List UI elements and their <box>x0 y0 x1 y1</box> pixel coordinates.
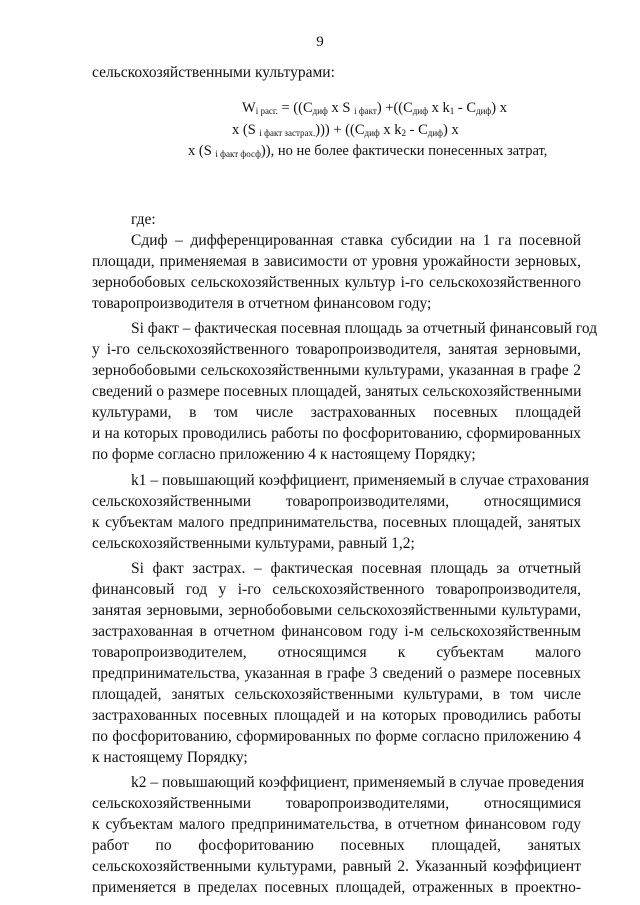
text-line: Si факт застрах. – фактическая посевная площадь за отчетный <box>131 560 581 577</box>
where-label: где: <box>131 211 156 228</box>
text-line: к настоящему Порядку; <box>92 749 248 766</box>
text-line: у i-го сельскохозяйственного товаропроизводителя, занятая зерновыми, <box>92 341 581 358</box>
text-line: культурами, в том числе застрахованных посевных площадей <box>92 404 581 421</box>
text-line: сельскохозяйственными культурами, равный 2. Указанный коэффициент <box>92 858 581 875</box>
text-line: работ по фосфоритованию посевных площадей, занятых <box>92 837 581 854</box>
text-line: по фосфоритованию, сформированных по форме согласно приложению 4 <box>92 728 581 745</box>
text-line: сельскохозяйственными культурами, равный 1,2; <box>92 535 415 552</box>
text-line: застрахованных посевных площадей и на которых проводились работы <box>92 707 581 724</box>
text-line: зернобобовыми сельскохозяйственными культурами, указанная в графе 2 <box>92 362 581 379</box>
page-number: 9 <box>316 34 324 50</box>
text-line: сведений о размере посевных площадей, занятых сельскохозяйственными <box>92 383 582 400</box>
text-line: зернобобовых сельскохозяйственных культур i-го сельскохозяйственного <box>92 274 581 291</box>
text-line: товаропроизводителя в отчетном финансовом году; <box>92 295 432 312</box>
text-line: Si факт – фактическая посевная площадь за отчетный финансовый год <box>131 320 598 337</box>
text-line: предпринимательства, указанная в графе 3 сведений о размере посевных <box>92 665 581 682</box>
text-line: занятая зерновыми, зернобобовыми сельскохозяйственными культурами, <box>92 602 581 619</box>
text-line: к субъектам малого предпринимательства, посевных площадей, занятых <box>92 514 581 531</box>
formula-line-2: х (S $_{i факт застрах.}))) + ((С_{диф}$ х $k_2 - С_{диф}$) х <box>232 122 459 138</box>
text-line: k2 – повышающий коэффициент, применяемый в случае проведения <box>131 774 585 791</box>
text-line: застрахованная в отчетном финансовом году i-м сельскохозяйственным <box>92 623 581 640</box>
text-line: применяется в пределах посевных площадей, отраженных в проектно- <box>92 879 581 896</box>
text-line: площади, применяемая в зависимости от уровня урожайности зерновых, <box>92 253 581 270</box>
text-line: по форме согласно приложению 4 к настоящему Порядку; <box>92 446 476 463</box>
intro-text: сельскохозяйственными культурами: <box>92 64 335 81</box>
text-line: сельскохозяйственными товаропроизводителями, относящимися <box>92 795 581 812</box>
text-line: к субъектам малого предпринимательства, в отчетном финансовом году <box>92 816 581 833</box>
text-line: финансовый год у i-го сельскохозяйственного товаропроизводителя, <box>92 581 581 598</box>
text-line: площадей, занятых сельскохозяйственными культурами, в том числе <box>92 686 581 703</box>
text-line: Сдиф – дифференцированная ставка субсидии на 1 га посевной <box>131 232 581 249</box>
text-line: k1 – повышающий коэффициент, применяемый в случае страхования <box>131 472 590 489</box>
formula-line-1: $W_{i расг.} = ((С_{диф}$ х S $_{i факт}) +((С_{диф}$ х $k_1 - С_{диф}$) х <box>242 100 507 116</box>
text-line: сельскохозяйственными товаропроизводителями, относящимися <box>92 493 581 510</box>
text-line: и на которых проводились работы по фосфоритованию, сформированных <box>92 425 581 442</box>
text-line: товаропроизводителем, относящимся к субъектам малого <box>92 644 581 661</box>
formula-line-3: х (S $_{i факт фосф}$)), но не более фактически понесенных затрат, <box>188 143 548 159</box>
